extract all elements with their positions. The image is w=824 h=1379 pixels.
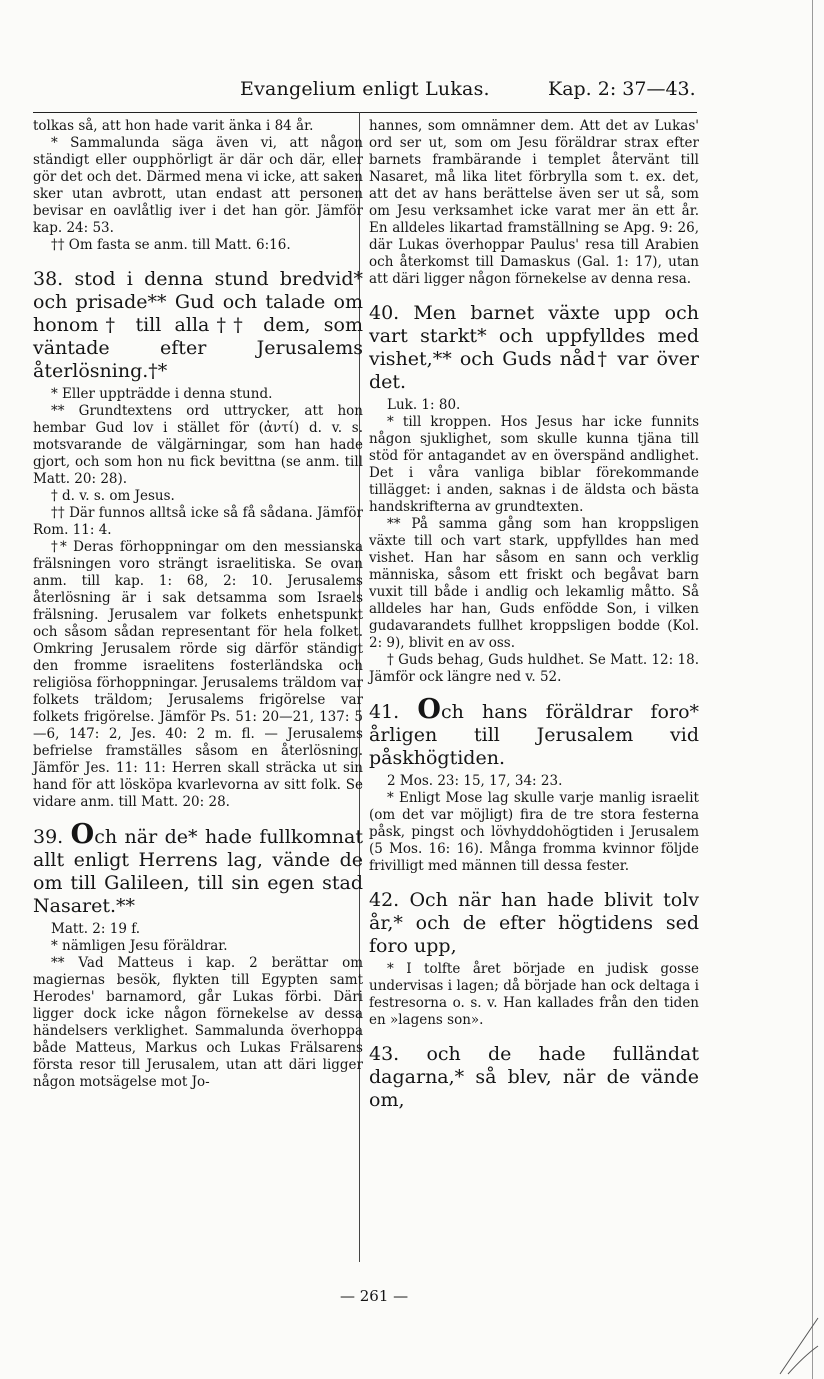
cross-reference: 2 Mos. 23: 15, 17, 34: 23. (387, 773, 563, 789)
footnote: * till kroppen. Hos Jesus har icke funnits någon sjuklighet, som skulle kunna tjäna till stöd för antagandet av en överspänd andlighet. Det i våra vanliga biblar förekommande tillägget: i anden, saknas i de äldsta och bästa handskrifterna av grundtexten. (369, 414, 699, 515)
running-title: Evangelium enligt Lukas. (240, 78, 490, 100)
continuation-text: hannes, som omnämner dem. Att det av Lukas' ord ser ut, som om Jesu föräldrar strax efter barnets frambärande i templet återvänt till Nasaret, må lika litet förbrylla som t. ex. det, att det av hans berättelse även ser ut så, som om Jesu verksamhet icke varat mer än ett år. En alldeles likartad framställning se Apg. 9: 26, där Lukas överhoppar Paulus' resa till Arabien och återkomst till Damaskus (Gal. 1: 17), utan att däri ligger någon förnekelse av denna resa. (369, 118, 699, 287)
chapter-reference: Kap. 2: 37—43. (548, 78, 696, 100)
verse-38 (33, 268, 363, 383)
verse-text: stod i denna stund bredvid* och prisade** Gud och talade om honom† till alla†† dem, som väntade efter Jerusalems återlösning.†* (33, 268, 364, 382)
footnote: * Enligt Mose lag skulle varje manlig israelit (om det var möjligt) fira de tre stora festerna påsk, pingst och lövhyddohögtiden i Jerusalem (5 Mos. 16: 16). Många fromma kvinnor följde frivilligt med männen till dessa fester. (369, 790, 699, 874)
verse-text: och de hade fulländat dagarna,* så blev, när de vände om, (369, 1043, 699, 1111)
footnote: ** På samma gång som han kroppsligen växte till och vart stark, uppfylldes han med vishet. Han har såsom en sann och verklig människa, såsom ett friskt och begåvat barn vuxit till både i andlig och lekamlig måtto. Så alldeles har han, Guds enfödde Son, i vilken gudavarandets fullhet kroppsligen bodde (Kol. 2: 9), blivit en av oss. (369, 516, 699, 651)
continuation-text: tolkas så, att hon hade varit änka i 84 år. (33, 118, 314, 134)
right-column (369, 118, 699, 1115)
verse-text: Men barnet växte upp och vart starkt* och uppfylldes med vishet,** och Guds nåd† var över det. (369, 302, 699, 393)
footnote: * Sammalunda säga även vi, att någon ständigt eller oupphörligt är där och där, eller gör det och det. Därmed mena vi icke, att saken sker utan avbrott, utan endast att personen bevisar en oavlåtlig iver i det han gör. Jämför kap. 24: 53. (33, 135, 363, 236)
verse-40 (369, 302, 699, 394)
initial-letter: O (70, 819, 95, 850)
verse-text: Och när han hade blivit tolv år,* och de efter högtidens sed foro upp, (369, 889, 700, 957)
cross-reference: Luk. 1: 80. (387, 397, 461, 413)
cross-reference: Matt. 2: 19 f. (51, 921, 141, 937)
verse-number: 39. (33, 826, 64, 848)
footnote: ** Vad Matteus i kap. 2 berättar om magiernas besök, flykten till Egypten samt Herodes' barnamord, går Lukas förbi. Däri ligger dock icke någon förnekelse av dessa händelsers verklighet. Sammalunda överhoppa både Matteus, Markus och Lukas Frälsarens första resor till Jerusalem, utan att däri ligger någon motsägelse mot Jo- (33, 955, 363, 1090)
left-column (33, 118, 363, 1091)
verse-41 (369, 694, 700, 770)
footnote: †† Där funnos alltså icke så få sådana. Jämför Rom. 11: 4. (33, 505, 363, 538)
verse-43 (369, 1043, 699, 1112)
verse-number: 42. (369, 889, 400, 911)
verse-39 (33, 819, 363, 918)
footnote: * nämligen Jesu föräldrar. (51, 938, 228, 954)
footnote: †* Deras förhoppningar om den messianska frälsningen voro strängt israelitiska. Se ovan anm. till kap. 1: 68, 2: 10. Jerusalems återlösning är i sak detsamma som Israels frälsning. Jerusalem var folkets enhetspunkt och såsom sådan representant för hela folket. Omkring Jerusalem rörde sig därför ständigt den fromme israelitens fosterländska och religiösa förhoppningar. Jerusalems träldom var folkets träldom; Jerusalems frigörelse var folkets frigörelse. Jämför Ps. 51: 20—21, 137: 5—6, 147: 2, Jes. 40: 2 m. fl. — Jerusalems befrielse framställes såsom en återlösning. Jämför Jes. 11: 11: Herren skall sträcka ut sin hand för att lösköpa kvarlevorna av sitt folk. Se vidare anm. till Matt. 20: 28. (33, 539, 363, 810)
footnote: † Guds behag, Guds huldhet. Se Matt. 12: 18. Jämför ock längre ned v. 52. (369, 652, 699, 685)
verse-number: 43. (369, 1043, 400, 1065)
page-number: — 261 — (340, 1287, 409, 1305)
verse-number: 38. (33, 268, 64, 290)
scan-edge-line (812, 0, 813, 1379)
header-rule (33, 112, 697, 113)
footnote: †† Om fasta se anm. till Matt. 6:16. (51, 237, 291, 253)
verse-text: ch hans föräldrar foro* årligen till Jerusalem vid påskhögtiden. (369, 701, 700, 769)
footnote: * I tolfte året började en judisk gosse undervisas i lagen; då började han ock deltaga i festresorna o. s. v. Han kallades från den tiden en »lagens son». (369, 961, 699, 1028)
footnote: * Eller uppträdde i denna stund. (51, 386, 273, 402)
verse-42 (369, 889, 699, 958)
verse-number: 40. (369, 302, 400, 324)
footnote: ** Grundtextens ord uttrycker, att hon hembar Gud lov i stället för (ἀντί) d. v. s. motsvarande de välgärningar, som han hade gjort, och som hon nu fick bevittna (se anm. till Matt. 20: 28). (33, 403, 363, 487)
initial-letter: O (417, 694, 441, 725)
verse-number: 41. (369, 701, 400, 723)
footnote: † d. v. s. om Jesus. (51, 488, 175, 504)
verse-text: ch när de* hade fullkomnat allt enligt Herrens lag, vände de om till Galileen, till sin egen stad Nasaret.** (33, 826, 363, 917)
page-curl-mark (778, 1316, 820, 1376)
